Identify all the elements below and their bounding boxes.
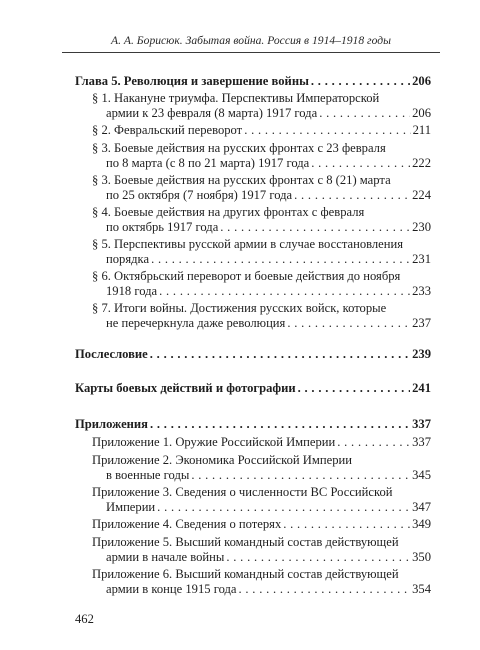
toc-entry-appendix-1 [92,435,431,450]
toc-entry-page: 222 [412,156,431,170]
toc-entry-title-line2: по 25 октября (7 ноября) 1917 года [106,188,293,202]
toc-entry-page: 230 [412,220,431,234]
toc-entry-title-line1: Приложение 2. Экономика Российской Империи [92,453,352,467]
toc-entry-title-line1: Приложение 5. Высший командный состав действующей [92,535,399,549]
toc-entry-page: 345 [412,468,431,482]
toc-entry-page: 239 [412,347,431,361]
leader-dots [239,582,411,597]
toc-entry-title-line1: § 3. Боевые действия на русских фронтах с 23 февраля [92,141,386,155]
toc-entry-page: 224 [412,188,431,202]
toc-entry-title-line1: Приложение 3. Сведения о численности ВС Российской [92,485,393,499]
toc-entry-appendices [75,417,431,432]
toc-entry-title-line2: по 8 марта (с 8 по 21 марта) 1917 года [106,156,310,170]
leader-dots [151,252,410,267]
toc-entry-title-line1: § 6. Октябрьский переворот и боевые действия до ноября [92,269,401,283]
toc-entry-title: § 2. Февральский переворот [92,123,243,137]
toc-entry-title: Карты боевых действий и фотографии [75,381,296,395]
leader-dots [191,468,410,483]
toc-entry-title-line1: § 4. Боевые действия на других фронтах с февраля [92,205,365,219]
toc-entry-section-3b [92,173,431,203]
toc-entry-maps [75,381,431,396]
toc-entry-page: 350 [412,550,431,564]
toc-entry-title-line2: армии в конце 1915 года [106,582,237,596]
header-rule [62,52,440,53]
leader-dots [283,517,410,532]
toc-entry-afterword [75,347,431,362]
toc-entry-title: Послесловие [75,347,148,361]
toc-entry-page: 206 [412,106,431,120]
page-number: 462 [75,612,94,626]
toc-entry-page: 233 [412,284,431,298]
toc-entry-title-line2: в военные годы [106,468,190,482]
toc-entry-title-line2: армии к 23 февраля (8 марта) 1917 года [106,106,318,120]
toc-entry-title-line1: § 7. Итоги войны. Достижения русских войск, которые [92,301,387,315]
toc-entry-page: 237 [412,316,431,330]
toc-entry-title-line2: порядка [106,252,150,266]
leader-dots [294,188,410,203]
leader-dots [311,156,410,171]
toc-entry-title: Глава 5. Революция и завершение войны [75,74,309,88]
toc-entry-section-4 [92,205,431,235]
toc-entry-title-line1: Приложение 6. Высший командный состав действующей [92,567,399,581]
leader-dots [298,381,410,396]
toc-entry-appendix-6 [92,567,431,597]
running-head: А. А. Борисюк. Забытая война. Россия в 1914–1918 годы [111,34,391,47]
toc-entry-page: 231 [412,252,431,266]
toc-entry-section-2 [92,123,431,138]
toc-entry-section-5 [92,237,431,267]
toc-entry-page: 354 [412,582,431,596]
leader-dots [226,550,410,565]
leader-dots [220,220,410,235]
leader-dots [311,74,410,89]
toc-entry-title-line2: не перечеркнула даже революция [106,316,286,330]
toc-entry-title-line2: армии в начале войны [106,550,225,564]
toc-entry-title-line2: по октябрь 1917 года [106,220,219,234]
leader-dots [157,500,410,515]
toc-entry-appendix-4 [92,517,431,532]
toc-entry-section-7 [92,301,431,331]
toc-entry-page: 337 [412,417,431,431]
toc-entry-title-line1: § 3. Боевые действия на русских фронтах с 8 (21) марта [92,173,391,187]
toc-entry-title-line2: Империи [106,500,156,514]
toc-entry-title: Приложение 1. Оружие Российской Империи [92,435,336,449]
leader-dots [150,347,410,362]
toc-entry-title: Приложение 4. Сведения о потерях [92,517,282,531]
toc-entry-page: 347 [412,500,431,514]
toc-entry-title: Приложения [75,417,148,431]
toc-entry-chapter-5 [75,74,431,89]
toc-entry-page: 211 [412,123,431,137]
toc-entry-page: 349 [412,517,431,531]
leader-dots [159,284,410,299]
toc-entry-section-6 [92,269,431,299]
toc-entry-title-line1: § 1. Накануне триумфа. Перспективы Императорской [92,91,380,105]
toc-entry-page: 206 [412,74,431,88]
leader-dots [244,123,410,138]
leader-dots [287,316,410,331]
toc-entry-page: 241 [412,381,431,395]
leader-dots [337,435,410,450]
leader-dots [319,106,410,121]
toc-entry-appendix-3 [92,485,431,515]
toc-entry-section-3a [92,141,431,171]
leader-dots [150,417,410,432]
toc-entry-page: 337 [412,435,431,449]
toc-entry-title-line1: § 5. Перспективы русской армии в случае восстановления [92,237,404,251]
toc-entry-section-1 [92,91,431,121]
toc-entry-appendix-5 [92,535,431,565]
toc-entry-title-line2: 1918 года [106,284,158,298]
toc-entry-appendix-2 [92,453,431,483]
